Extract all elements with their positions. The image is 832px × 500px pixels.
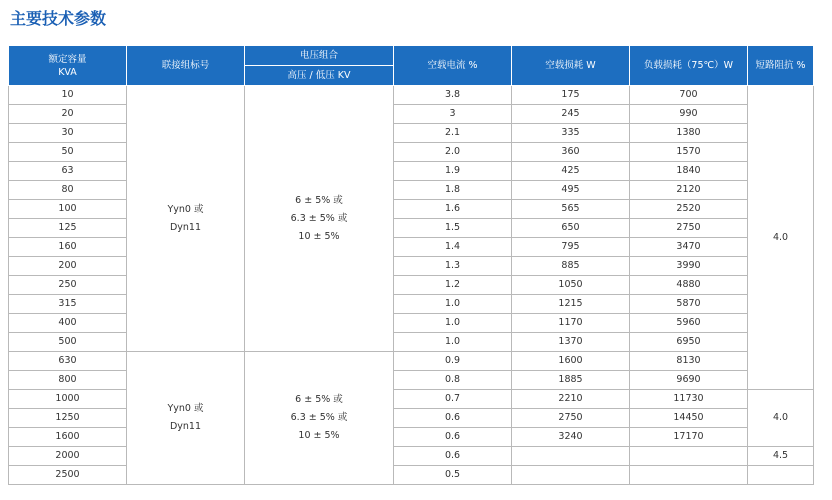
header-capacity-unit: KVA [58,66,77,78]
cell-current: 1.0 [394,333,512,352]
cell-current: 1.9 [394,162,512,181]
cell-load: 1840 [630,162,748,181]
cell-load: 2520 [630,200,748,219]
cell-capacity: 1250 [9,409,127,428]
cell-noload: 3240 [512,428,630,447]
cell-noload: 1050 [512,276,630,295]
connection-line: Yyn0 或 [167,403,204,414]
cell-load: 14450 [630,409,748,428]
cell-current: 1.4 [394,238,512,257]
header-impedance: 短路阻抗 % [748,46,814,86]
cell-load: 11730 [630,390,748,409]
cell-noload: 360 [512,143,630,162]
cell-voltage-group1 [245,86,394,352]
cell-capacity: 30 [9,124,127,143]
header-capacity-label: 额定容量 [48,53,87,65]
voltage-line: 6.3 ± 5% 或 [290,412,348,423]
connection-line: Yyn0 或 [167,203,204,215]
cell-load: 2120 [630,181,748,200]
cell-noload: 1170 [512,314,630,333]
cell-capacity: 80 [9,181,127,200]
cell-current: 2.0 [394,143,512,162]
cell-voltage-group2 [245,352,394,485]
table-row [9,86,814,105]
cell-noload: 565 [512,200,630,219]
cell-current: 1.0 [394,314,512,333]
cell-current: 0.6 [394,428,512,447]
cell-load: 3470 [630,238,748,257]
connection-line: Dyn11 [169,421,202,432]
cell-load: 5960 [630,314,748,333]
cell-load: 17170 [630,428,748,447]
cell-noload: 795 [512,238,630,257]
cell-load: 1380 [630,124,748,143]
cell-capacity: 400 [9,314,127,333]
cell-impedance-b: 4.0 [748,390,814,447]
voltage-line: 6 ± 5% 或 [295,194,343,206]
cell-noload: 245 [512,105,630,124]
cell-current: 0.5 [394,466,512,485]
voltage-line: 10 ± 5% [298,230,340,242]
cell-noload: 2210 [512,390,630,409]
cell-load: 5870 [630,295,748,314]
cell-current: 1.0 [394,295,512,314]
cell-connection-group1 [127,86,245,352]
cell-capacity: 125 [9,219,127,238]
cell-capacity: 630 [9,352,127,371]
cell-noload: 1885 [512,371,630,390]
header-load-loss: 负载损耗（75℃）W [630,46,748,86]
cell-noload: 650 [512,219,630,238]
cell-current: 1.5 [394,219,512,238]
cell-load: 990 [630,105,748,124]
cell-noload: 1370 [512,333,630,352]
cell-load [630,466,748,485]
cell-noload [512,466,630,485]
cell-current: 3 [394,105,512,124]
cell-load: 8130 [630,352,748,371]
cell-current: 1.3 [394,257,512,276]
cell-capacity: 200 [9,257,127,276]
cell-connection-group2 [127,352,245,485]
cell-capacity: 20 [9,105,127,124]
cell-capacity: 800 [9,371,127,390]
cell-current: 1.6 [394,200,512,219]
cell-load: 3990 [630,257,748,276]
cell-impedance-a: 4.0 [748,86,814,390]
cell-capacity: 2500 [9,466,127,485]
cell-current: 1.2 [394,276,512,295]
cell-noload: 335 [512,124,630,143]
cell-current: 0.9 [394,352,512,371]
cell-load [630,447,748,466]
cell-current: 0.6 [394,409,512,428]
cell-load: 2750 [630,219,748,238]
cell-noload: 425 [512,162,630,181]
cell-current: 2.1 [394,124,512,143]
voltage-line: 6.3 ± 5% 或 [290,212,348,224]
spec-table [8,45,814,485]
cell-capacity: 1000 [9,390,127,409]
header-connection: 联接组标号 [127,46,245,86]
cell-current: 3.8 [394,86,512,105]
cell-noload: 1600 [512,352,630,371]
header-voltage-group: 电压组合 [245,46,394,66]
cell-load: 6950 [630,333,748,352]
cell-capacity: 500 [9,333,127,352]
cell-impedance-c: 4.5 [748,447,814,466]
cell-load: 4880 [630,276,748,295]
cell-capacity: 2000 [9,447,127,466]
cell-capacity: 50 [9,143,127,162]
header-voltage-sub: 高压 / 低压 KV [245,66,394,86]
cell-noload: 175 [512,86,630,105]
cell-noload: 495 [512,181,630,200]
cell-capacity: 63 [9,162,127,181]
cell-load: 700 [630,86,748,105]
cell-capacity: 250 [9,276,127,295]
voltage-line: 6 ± 5% 或 [295,394,343,405]
table-row [9,352,814,371]
connection-line: Dyn11 [169,221,202,233]
cell-current: 1.8 [394,181,512,200]
cell-noload: 2750 [512,409,630,428]
cell-load: 1570 [630,143,748,162]
cell-current: 0.8 [394,371,512,390]
cell-current: 0.7 [394,390,512,409]
cell-noload: 885 [512,257,630,276]
cell-capacity: 315 [9,295,127,314]
cell-noload [512,447,630,466]
cell-noload: 1215 [512,295,630,314]
header-noload-current: 空载电流 % [394,46,512,86]
cell-capacity: 100 [9,200,127,219]
cell-impedance-empty [748,466,814,485]
cell-capacity: 10 [9,86,127,105]
header-noload-loss: 空载损耗 W [512,46,630,86]
cell-current: 0.6 [394,447,512,466]
voltage-line: 10 ± 5% [298,430,340,441]
cell-capacity: 1600 [9,428,127,447]
header-capacity [9,46,127,86]
cell-load: 9690 [630,371,748,390]
cell-capacity: 160 [9,238,127,257]
page-title: 主要技术参数 [10,9,107,28]
